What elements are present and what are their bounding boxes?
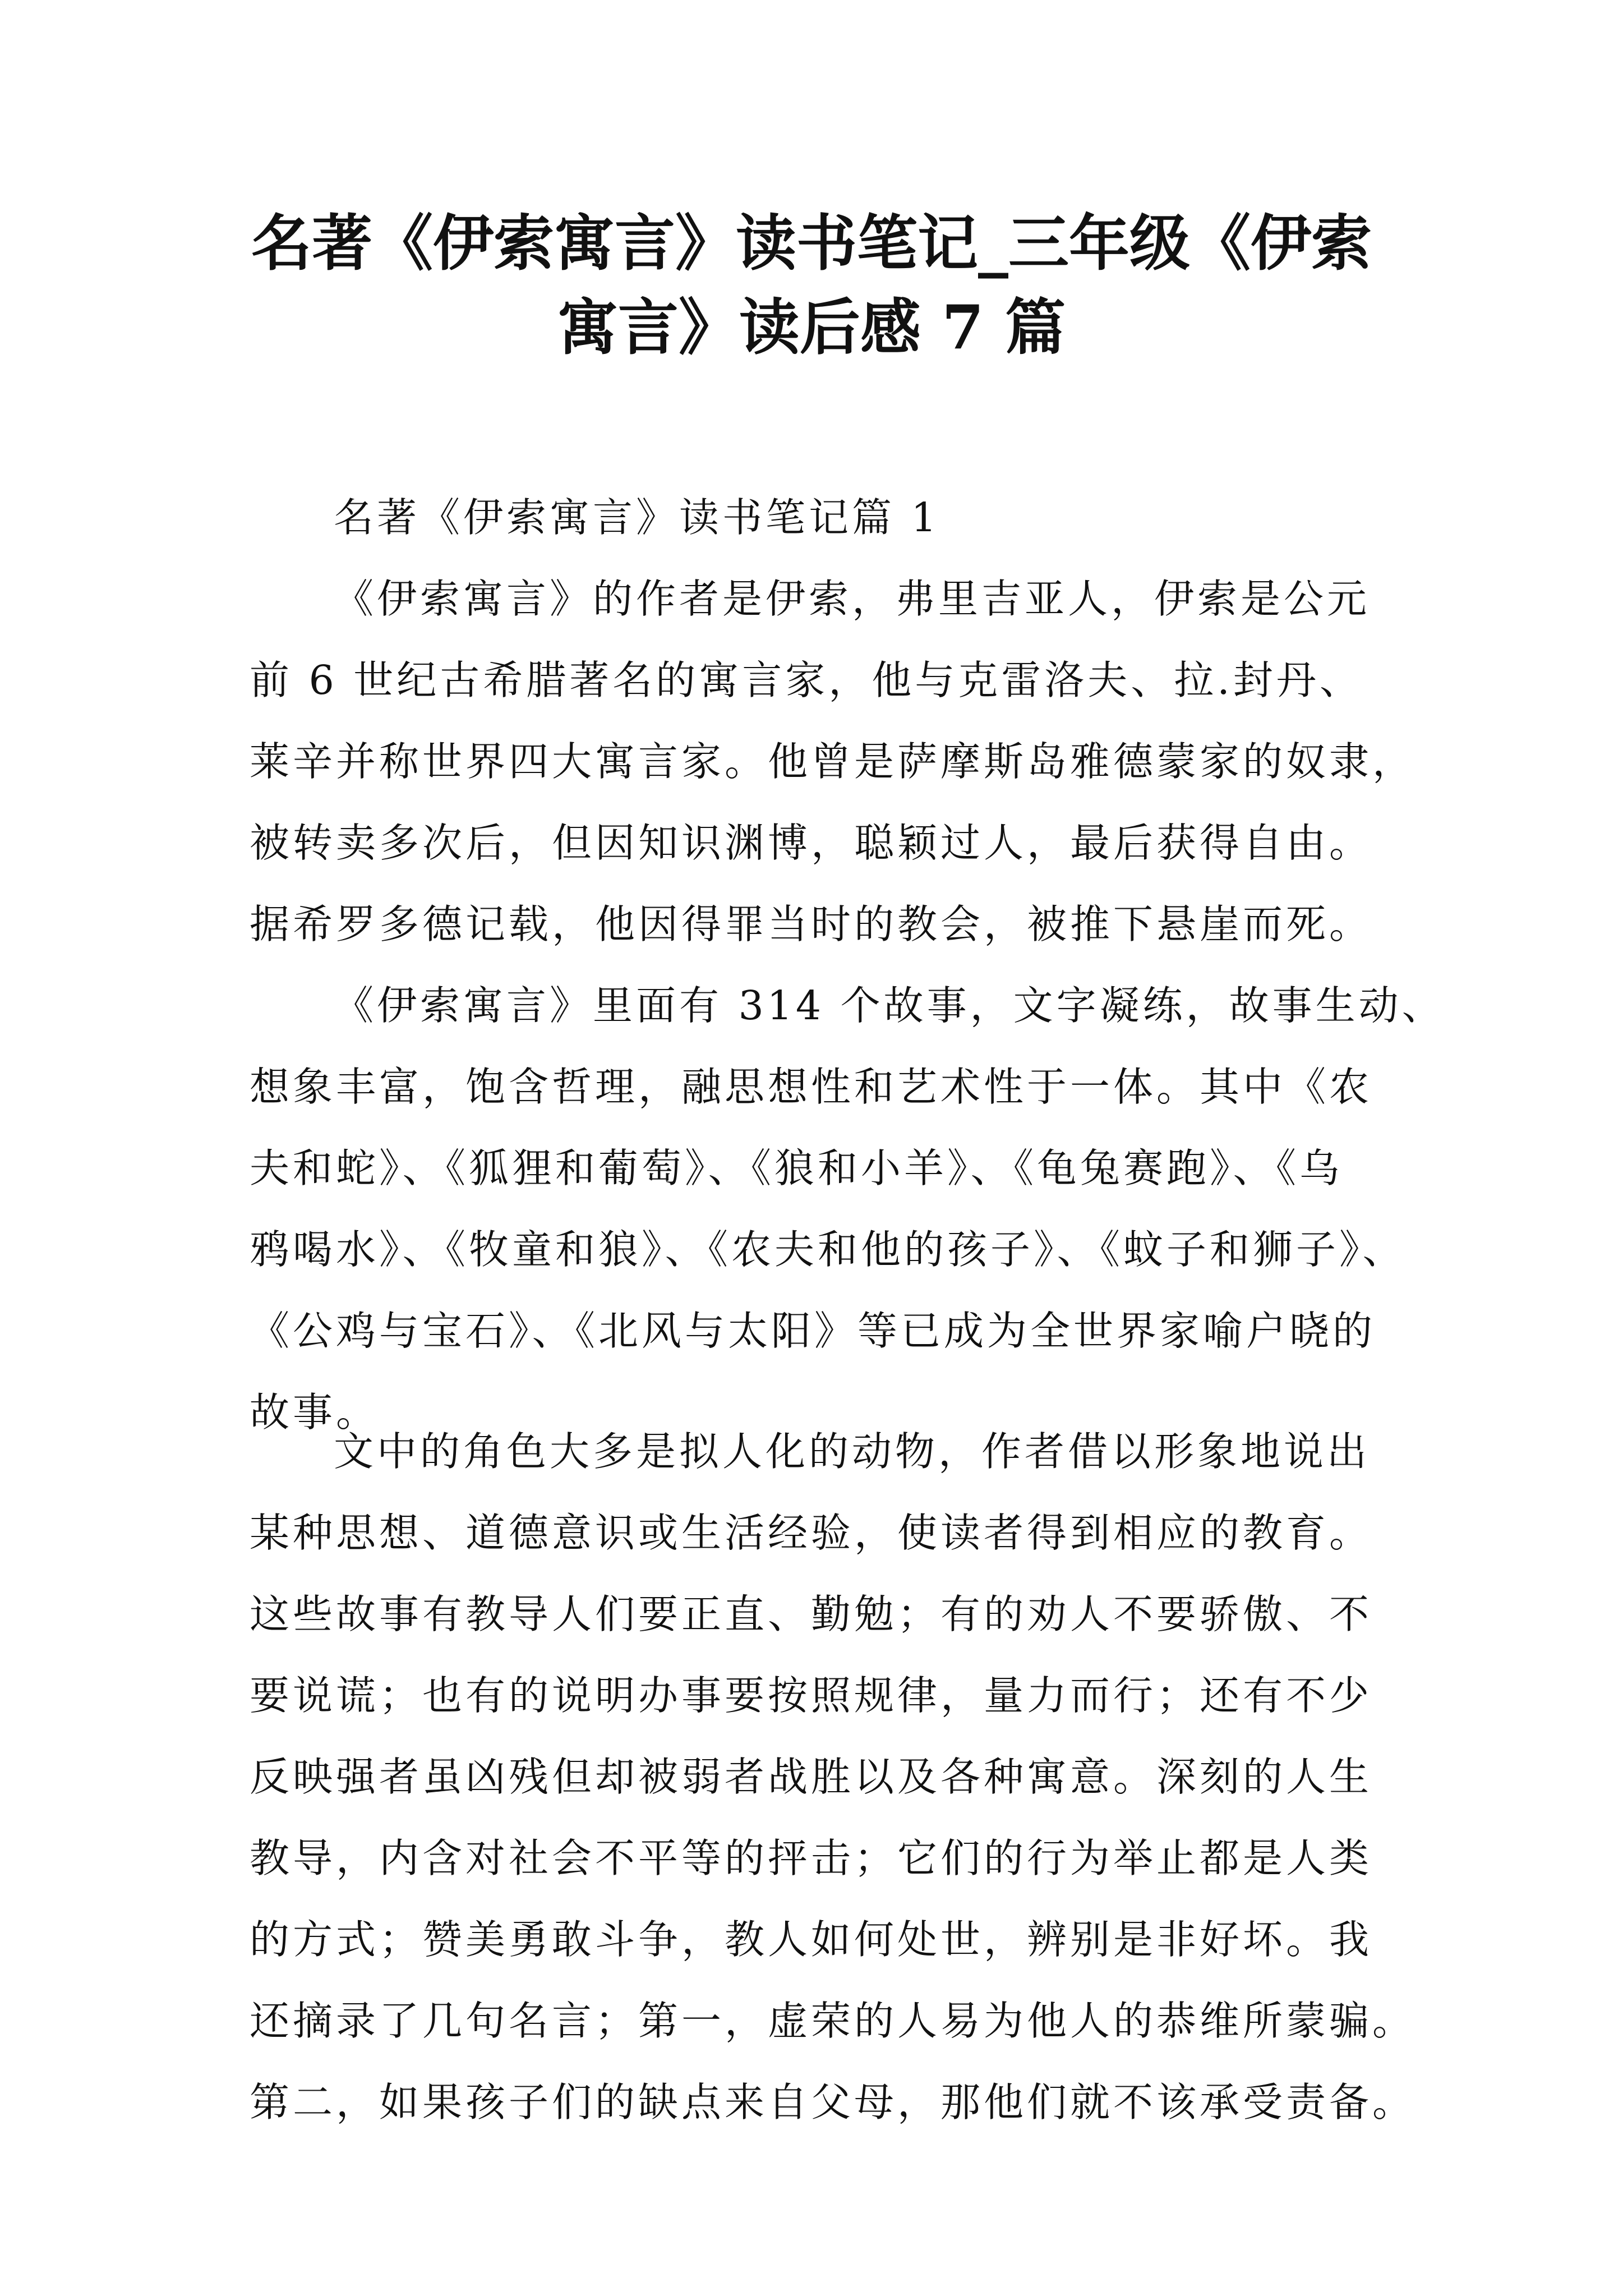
paragraph-line: 前 6 世纪古希腊著名的寓言家，他与克雷洛夫、拉.封丹、 bbox=[250, 657, 1363, 703]
paragraph-line: 要说谎；也有的说明办事要按照规律，量力而行；还有不少 bbox=[250, 1672, 1373, 1719]
document-title-line-1: 名著《伊索寓言》读书笔记_三年级《伊索 bbox=[251, 208, 1372, 279]
paragraph-2 bbox=[250, 965, 1445, 1453]
paragraph-line: 故事。 bbox=[250, 1389, 380, 1435]
paragraph-line: 还摘录了几句名言；第一，虚荣的人易为他人的恭维所蒙骗。 bbox=[250, 1998, 1416, 2044]
paragraph-line: 第二，如果孩子们的缺点来自父母，那他们就不该承受责备。 bbox=[250, 2079, 1416, 2125]
document-title-line-2: 寓言》读后感 7 篇 bbox=[557, 292, 1066, 363]
paragraph-line: 《公鸡与宝石》、《北风与太阳》等已成为全世界家喻户晓的 bbox=[250, 1308, 1376, 1354]
section-heading-block bbox=[250, 477, 1427, 558]
paragraph-3 bbox=[250, 1411, 1427, 2143]
paragraph-line: 某种思想、道德意识或生活经验，使读者得到相应的教育。 bbox=[250, 1510, 1373, 1556]
paragraph-1 bbox=[250, 558, 1427, 965]
paragraph-line: 被转卖多次后，但因知识渊博，聪颖过人，最后获得自由。 bbox=[250, 820, 1373, 866]
paragraph-line: 这些故事有教导人们要正直、勤勉；有的劝人不要骄傲、不 bbox=[250, 1591, 1373, 1637]
paragraph-line: 的方式；赞美勇敢斗争，教人如何处世，辨别是非好坏。我 bbox=[250, 1916, 1373, 1963]
paragraph-line: 想象丰富，饱含哲理，融思想性和艺术性于一体。其中《农 bbox=[250, 1064, 1373, 1110]
paragraph-line: 反映强者虽凶残但却被弱者战胜以及各种寓意。深刻的人生 bbox=[250, 1754, 1373, 1800]
paragraph-line: 文中的角色大多是拟人化的动物，作者借以形象地说出 bbox=[334, 1428, 1371, 1475]
paragraph-line: 据希罗多德记载，他因得罪当时的教会，被推下悬崖而死。 bbox=[250, 901, 1373, 947]
paragraph-line: 莱辛并称世界四大寓言家。他曾是萨摩斯岛雅德蒙家的奴隶， bbox=[250, 738, 1416, 785]
paragraph-line: 《伊索寓言》里面有 314 个故事，文字凝练，故事生动、 bbox=[334, 982, 1445, 1029]
paragraph-line: 夫和蛇》、《狐狸和葡萄》、《狼和小羊》、《龟兔赛跑》、《乌 bbox=[250, 1145, 1343, 1191]
section-heading: 名著《伊索寓言》读书笔记篇 1 bbox=[334, 494, 940, 541]
paragraph-line: 《伊索寓言》的作者是伊索，弗里吉亚人，伊索是公元 bbox=[334, 576, 1371, 622]
paragraph-line: 教导，内含对社会不平等的抨击；它们的行为举止都是人类 bbox=[250, 1835, 1373, 1881]
paragraph-line: 鸦喝水》、《牧童和狼》、《农夫和他的孩子》、《蚊子和狮子》、 bbox=[250, 1226, 1406, 1273]
